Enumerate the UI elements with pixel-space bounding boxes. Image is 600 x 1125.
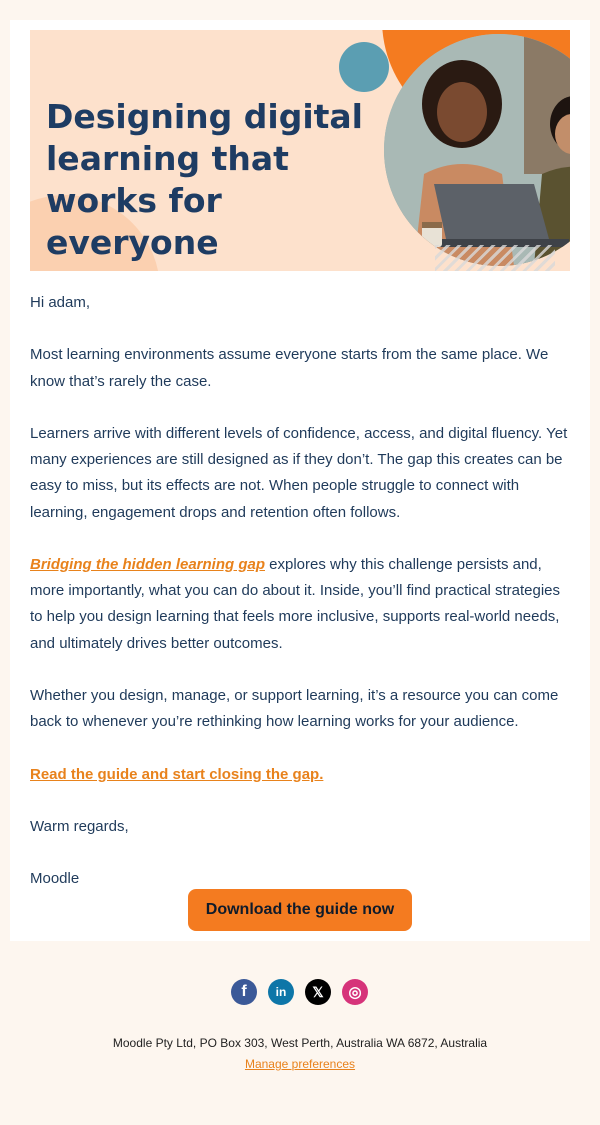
social-links — [231, 979, 368, 1005]
cta-text-wrapper — [30, 762, 570, 788]
greeting: Hi adam, — [30, 294, 91, 311]
footer-links — [0, 1057, 600, 1071]
footer-address: Moodle Pty Ltd, PO Box 303, West Perth, Australia WA 6872, Australia — [112, 1036, 488, 1050]
paragraph-guide — [30, 552, 570, 657]
decorative-teal-dot — [339, 42, 389, 92]
manage-preferences-link[interactable]: Manage preferences — [244, 1057, 356, 1071]
hero-banner — [30, 30, 570, 271]
instagram-icon[interactable]: ◎ — [342, 979, 368, 1005]
paragraph-intro: Most learning environments assume everyone starts from the same place. We know that’s rarely the case. — [30, 346, 549, 390]
signature: Moodle — [30, 870, 80, 888]
email-card — [10, 20, 590, 941]
paragraph-learners: Learners arrive with different levels of confidence, access, and digital fluency. Yet many experiences are still designed as if they don’t. The gap this creates can be easy to miss, but its effects are not. When people struggle to connect with learning, engagement drops and retention often follows. — [30, 424, 568, 521]
download-guide-button[interactable]: Download the guide now — [188, 889, 412, 931]
email-body — [30, 290, 570, 919]
signoff: Warm regards, — [30, 817, 129, 835]
facebook-icon[interactable]: f — [231, 979, 257, 1005]
read-guide-link[interactable]: Read the guide and start closing the gap. — [30, 765, 324, 783]
paragraph-resource: Whether you design, manage, or support learning, it’s a resource you can come back to whenever you’re rethinking how learning works for your audience. — [30, 686, 559, 731]
x-icon[interactable]: 𝕏 — [305, 979, 331, 1005]
linkedin-icon[interactable]: in — [268, 979, 294, 1005]
hero-title: Designing digital learning that works for everyone — [46, 97, 363, 262]
paragraph-guide-text: explores why this challenge persists and, more importantly, what you can do about it. Inside, you’ll find practical strategies to help you design learning that feels more inclusive, supports real-world needs, and ultimately drives better outcomes. — [30, 555, 560, 652]
decorative-stripes — [435, 245, 555, 271]
guide-title-link[interactable]: Bridging the hidden learning gap — [30, 555, 265, 573]
